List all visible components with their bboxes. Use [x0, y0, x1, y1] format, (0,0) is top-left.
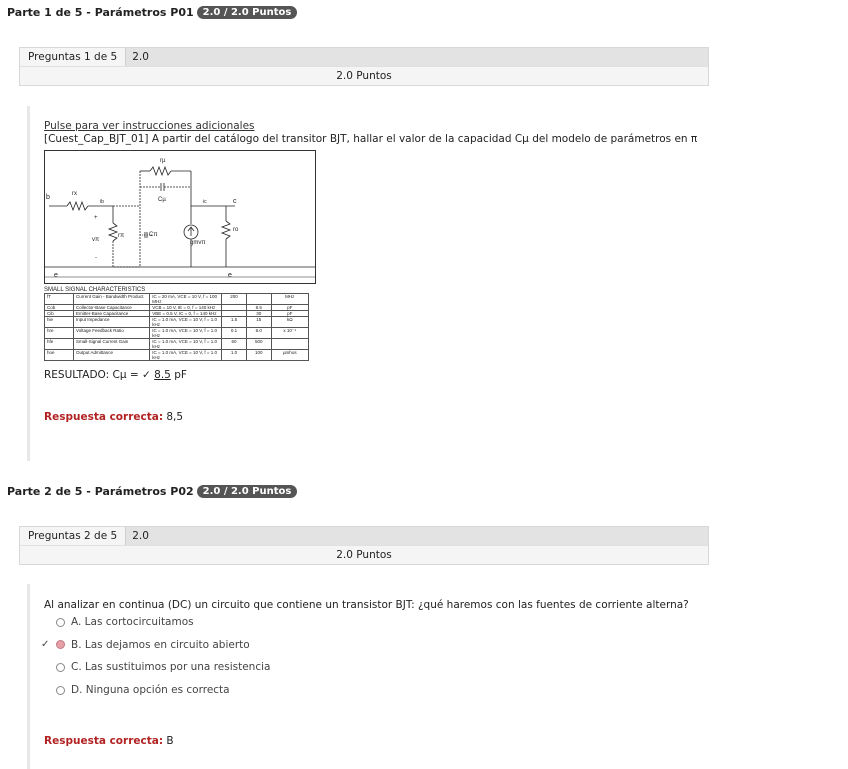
question-1-label: Preguntas 1 de 5	[20, 48, 126, 66]
node-b-label: b	[46, 194, 50, 201]
spec-cell-name: Voltage Feedback Ratio	[74, 328, 150, 339]
hybrid-pi-circuit-diagram	[44, 150, 316, 284]
spec-cell-name: Output Admittance	[74, 350, 150, 361]
correct-value-2: B	[166, 735, 174, 748]
spec-table-row	[45, 339, 309, 350]
question-1-points: 2.0 Puntos	[20, 66, 708, 85]
question-1-value: 2.0	[132, 51, 149, 63]
rx-label: rx	[72, 191, 77, 197]
spec-cell-max: 30	[246, 311, 271, 317]
spec-cell-max: 100	[246, 350, 271, 361]
correct-label-2: Respuesta correcta:	[44, 735, 164, 748]
spec-cell-cond: IC = 1.0 mA, VCE = 10 V, f = 1.0 kHz	[150, 328, 222, 339]
spec-cell-name: Emitter-Base Capacitance	[74, 311, 150, 317]
spec-cell-cond: IC = 1.0 mA, VCE = 10 V, f = 1.0 kHz	[150, 317, 222, 328]
part-2-score-badge: 2.0 / 2.0 Puntos	[197, 485, 298, 498]
option-b[interactable]	[41, 634, 744, 657]
result-check-icon: ✓	[142, 369, 151, 381]
vpi-label: vπ	[92, 237, 100, 243]
spec-cell-unit: kΩ	[271, 317, 308, 328]
spec-cell-name: Input Impedance	[74, 317, 150, 328]
question-1-text: [Cuest_Cap_BJT_01] A partir del catálogo del transitor BJT, hallar el valor de la capacidad Cµ del modelo de parámetros en π	[44, 133, 698, 145]
result-line	[44, 369, 744, 381]
node-e-label-1: e	[54, 272, 58, 279]
instructions-link[interactable]: Pulse para ver instrucciones adicionales	[44, 120, 255, 132]
result-unit: pF	[174, 369, 187, 381]
question-1-content	[27, 106, 744, 461]
spec-cell-name: Current Gain - Bandwidth Product	[74, 294, 150, 305]
option-d[interactable]	[56, 679, 744, 702]
option-b-radio[interactable]	[56, 640, 65, 649]
selected-check-icon: ✓	[41, 639, 50, 651]
minus-label: -	[95, 255, 97, 261]
part-1-score-badge: 2.0 / 2.0 Puntos	[197, 6, 298, 19]
question-2-text: Al analizar en continua (DC) un circuito que contiene un transistor BJT: ¿qué haremos con las fuentes de corriente alterna?	[44, 599, 689, 611]
spec-cell-sym: Cib	[45, 311, 74, 317]
spec-cell-sym: hfe	[45, 339, 74, 350]
correct-answer-2	[44, 735, 744, 747]
spec-cell-unit: µmhos	[271, 350, 308, 361]
node-c-label: c	[233, 198, 237, 205]
spec-cell-unit: pF	[271, 305, 308, 311]
question-2-points: 2.0 Puntos	[20, 545, 708, 564]
question-1-box	[19, 47, 709, 86]
option-a-label: A. Las cortocircuitamos	[71, 616, 194, 629]
rpi-label: rπ	[118, 233, 125, 239]
node-e-label-2: e	[228, 272, 232, 279]
spec-cell-sym: hoe	[45, 350, 74, 361]
option-b-label: B. Las dejamos en circuito abierto	[71, 638, 250, 651]
gm-label: gmvπ	[190, 240, 206, 246]
spec-cell-unit: x 10⁻⁴	[271, 328, 308, 339]
correct-label-1: Respuesta correcta:	[44, 411, 164, 423]
spec-cell-unit: MHz	[271, 294, 308, 305]
spec-cell-cond: VCB = 10 V, IE = 0, f = 140 kHz	[150, 305, 222, 311]
spec-cell-max: 8.0	[246, 328, 271, 339]
spec-table-title: SMALL SIGNAL CHARACTERISTICS	[44, 287, 146, 293]
question-2-box	[19, 526, 709, 565]
spec-cell-cond: IC = 1.0 mA, VCE = 10 V, f = 1.0 kHz	[150, 350, 222, 361]
result-prefix: RESULTADO: Cµ =	[44, 369, 139, 381]
cmu-label: Cµ	[158, 197, 166, 203]
question-2-value: 2.0	[132, 530, 149, 542]
spec-table-row	[45, 294, 309, 305]
spec-cell-max: 500	[246, 339, 271, 350]
ro-label: ro	[233, 227, 239, 233]
spec-cell-max: 8.5	[246, 305, 271, 311]
option-a-radio[interactable]	[56, 618, 65, 627]
spec-cell-unit: pF	[271, 311, 308, 317]
spec-cell-unit	[271, 339, 308, 350]
spec-table	[44, 293, 309, 361]
part-2-title: Parte 2 de 5 - Parámetros P02	[7, 485, 194, 498]
spec-table-row	[45, 350, 309, 361]
spec-cell-sym: Cob	[45, 305, 74, 311]
spec-cell-max	[246, 294, 271, 305]
ib-label: ib	[100, 199, 104, 205]
correct-value-1: 8,5	[166, 411, 184, 423]
spec-cell-min: 60	[222, 339, 247, 350]
part-1-title: Parte 1 de 5 - Parámetros P01	[7, 6, 194, 19]
option-d-label: D. Ninguna opción es correcta	[71, 684, 230, 697]
result-value: 8.5	[154, 369, 171, 381]
plus-label: +	[94, 215, 98, 221]
spec-cell-sym: hre	[45, 328, 74, 339]
option-d-radio[interactable]	[56, 686, 65, 695]
spec-cell-cond: IC = 20 mA, VCE = 10 V, f = 100 MHz	[150, 294, 222, 305]
correct-answer-1	[44, 411, 744, 423]
spec-cell-name: Small-Signal Current Gain	[74, 339, 150, 350]
spec-cell-sym: hie	[45, 317, 74, 328]
option-c[interactable]	[56, 656, 744, 679]
spec-cell-min: 0.1	[222, 328, 247, 339]
option-a[interactable]	[56, 611, 744, 634]
question-2-label: Preguntas 2 de 5	[20, 527, 126, 545]
ic-label: ic	[203, 199, 207, 205]
rmu-label: rµ	[160, 158, 166, 164]
option-c-radio[interactable]	[56, 663, 65, 672]
spec-cell-min: 1.5	[222, 317, 247, 328]
spec-cell-cond: IC = 1.0 mA, VCE = 10 V, f = 1.0 kHz	[150, 339, 222, 350]
part-1-header	[7, 6, 297, 19]
spec-cell-max: 15	[246, 317, 271, 328]
spec-table-row	[45, 328, 309, 339]
spec-cell-sym: fT	[45, 294, 74, 305]
spec-cell-min: 200	[222, 294, 247, 305]
option-c-label: C. Las sustituimos por una resistencia	[71, 661, 271, 674]
spec-cell-min: 1.0	[222, 350, 247, 361]
part-2-header	[7, 485, 297, 498]
spec-table-row	[45, 317, 309, 328]
spec-cell-cond: VBE = 0.5 V, IC = 0, f = 140 kHz	[150, 311, 222, 317]
question-2-content	[27, 584, 744, 769]
spec-cell-name: Collector-Base Capacitance	[74, 305, 150, 311]
cpi-label: Cπ	[149, 232, 158, 238]
